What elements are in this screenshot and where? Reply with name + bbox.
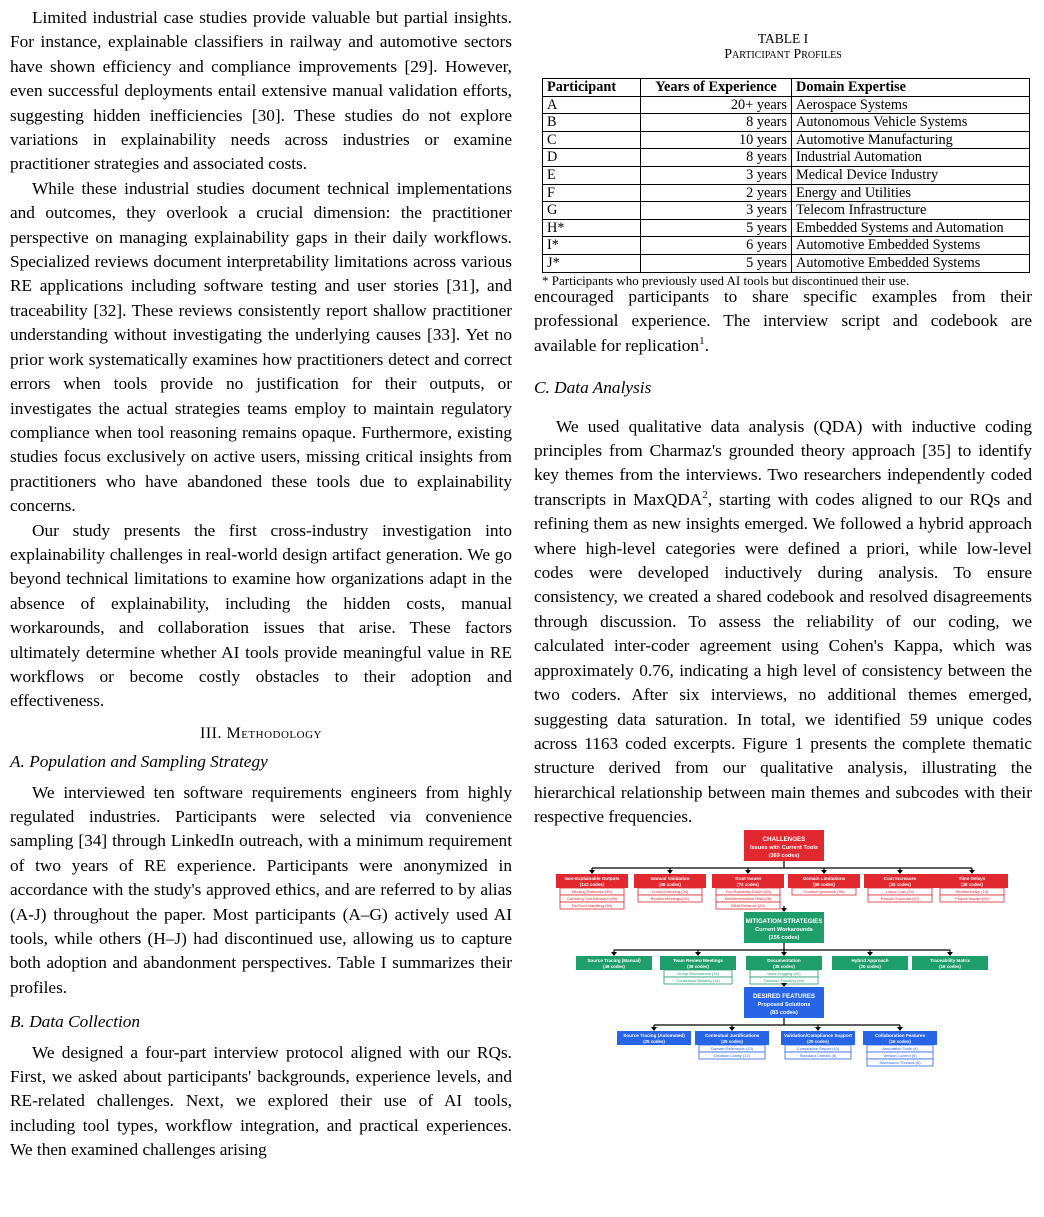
subcode-label: Blind Reliance (20) [731,903,765,909]
table-cell: 6 years [641,237,792,255]
paragraph [534,285,1032,358]
table-row [543,166,1030,184]
subcode-label: Issue Logging (20) [767,971,801,977]
table-row [543,202,1030,220]
arrow-head [729,1027,735,1031]
subcode-label: No Error Handling (48) [571,903,613,909]
mitigation-item-title: Traceability Matrix [929,958,971,963]
subsection-heading: A. Population and Sampling Strategy [10,752,268,772]
subcode-label: Review Meetings (31) [650,896,690,902]
mitigation-item-count: (38 codes) [773,964,795,969]
features-box-subtitle: Proposed Solutions [757,1002,811,1008]
subcode-label: Decision Tracking (18) [764,978,804,984]
paragraph-text: We used qualitative data analysis (QDA) with inductive coding principles from Charmaz's grounded theory approach [35] to identify key themes from the interviews. Two researchers independently coded transcripts in MaxQDA [534,416,1032,509]
table-cell: 8 years [641,149,792,167]
column-header: Years of Experience [641,79,792,97]
table-cell: 3 years [641,202,792,220]
table-row [543,237,1030,255]
challenges-box-subtitle: Issues with Current Tools [750,845,818,851]
subsection-heading: C. Data Analysis [534,378,652,398]
arrow-head [611,952,617,956]
paragraph [534,415,1032,830]
mitigation-box-subtitle: Current Workarounds [755,927,813,933]
feature-item-title: Collaboration Features [874,1033,926,1038]
arrow-head [821,870,827,874]
mitigation-item-title: Hybrid Approach [851,958,889,963]
arrow-head [969,870,975,874]
arrow-head [867,952,873,956]
challenge-item-title: Cost Increases [883,876,917,881]
paragraph: We interviewed ten software requirements engineers from highly regulated industries. Participants were selected via convenience sampling [34] through LinkedIn outreach, with a minimum requirement of two years of RE experience. Participants were anonymized in accordance with the study's approved ethics, and are referred to by alias (A-J) throughout the paper. Most participants (A–G) actively used AI tools, while others (H–J) had discontinued use, allowing us to capture both adoption and abandonment perspectives. Table I summarizes their profiles. [10,782,512,997]
features-box-count: (83 codes) [770,1010,798,1016]
table-row [543,96,1030,114]
paragraph-text: . [704,335,709,355]
subsection-heading: B. Data Collection [10,1012,141,1032]
table-cell: Telecom Infrastructure [792,202,1030,220]
subcode-label: Review Delay (14) [955,889,989,895]
footnote-mark: 1 [699,335,705,348]
paragraph: Our study presents the first cross-industry investigation into explainability challenges in real-world design artifact generation. We go beyond technical limitations to examine how organizations adapt in the absence of explainability, including the hidden costs, manual workarounds, and collaboration issues that arise. These factors ultimately determine whether AI tools provide meaningful value in RE workflows or become costly obstacles to their adoption and effectiveness. [10,520,512,711]
challenge-item-title: Non-Explainable Outputs [564,876,620,881]
subcode-label: Missing Rationale (48) [572,889,612,895]
feature-item-title: Source Tracing (Automated) [623,1033,685,1038]
challenges-box-count: (369 codes) [768,853,800,859]
table-row [543,114,1030,132]
section-heading: III. Methodology [200,724,322,742]
table-row [543,149,1030,167]
column-header: Domain Expertise [792,79,1030,97]
subcode-label: Context Ignorance (58) [803,889,845,895]
challenge-item-count: (74 codes) [737,882,759,887]
paragraph: We designed a four-part interview protocol aligned with our RQs. First, we asked about participants' backgrounds, experience levels, and RE-related challenges. Next, we explored their use of AI tools, including tool types, workflow integration, and practical experiences. We then examined challenges arising [10,1042,512,1160]
table-cell: D [543,149,641,167]
subcode-label: Group Discussions (24) [677,971,719,977]
arrow-head [781,952,787,956]
subcode-label: Version Control (6) [883,1053,917,1059]
participant-table [542,78,1030,273]
left-column [10,6,512,1163]
table-title: Participant Profiles [724,47,842,62]
table-cell: 20+ years [641,96,792,114]
mitigation-item-count: (46 codes) [603,964,625,969]
mitigation-item-count: (16 codes) [939,964,961,969]
table-cell: 5 years [641,219,792,237]
table-cell: H* [543,219,641,237]
table-row [543,219,1030,237]
table-body [543,96,1030,272]
arrow-head [947,952,953,956]
subcode-label: Misinterpretation Risk (26) [724,896,772,902]
subcode-label: Domain Relevance (13) [710,1046,754,1052]
challenge-item-title: Time Delays [958,876,986,881]
challenge-item-count: (65 codes) [659,882,681,887]
subcode-label: Consensus Building (14) [676,978,720,984]
table-cell: Embedded Systems and Automation [792,219,1030,237]
paragraph: While these industrial studies document technical implementations and outcomes, they overlook a crucial dimension: the practitioner perspective on managing explainability gaps in their daily workflows. Specialized reviews document interpretability limitations across various RE applications including software testing and user stories [31], and traceability [32]. These reviews consistently report shallow practitioner understanding without investigating the underlying causes [33]. Yet no prior work systematically examines how practitioners detect and correct errors when tools provide no justification for their outputs, or investigates the actual strategies teams employ to maintain regulatory compliance when tool reasoning remains opaque. Furthermore, existing studies focus exclusively on active users, missing critical insights from practitioners who have abandoned these tools due to explainability concerns. [10,178,512,516]
subcode-label: Guessing Tool Behavior (46) [566,896,618,902]
table-header-row [543,79,1030,97]
table-cell: A [543,96,641,114]
arrow-head [589,870,595,874]
arrow-head [897,870,903,874]
table-cell: 10 years [641,131,792,149]
paragraph-text: encouraged participants to share specific examples from their professional experience. The interview script and codebook are available for replication [534,287,1032,355]
table-footnote: * Participants who previously used AI tools but discontinued their use. [542,272,910,288]
feature-item-title: Validation/Compliance Support [784,1033,852,1038]
mitigation-item-count: (20 codes) [859,964,881,969]
table-row [543,254,1030,272]
mitigation-item-title: Source Tracing (Manual) [587,958,641,963]
mitigation-item-title: Team Review Meetings [673,958,723,963]
table-cell: F [543,184,641,202]
table-cell: Automotive Manufacturing [792,131,1030,149]
challenge-item-title: Trust Issues [734,876,762,881]
table-cell: Aerospace Systems [792,96,1030,114]
subcode-label: Decision Clarity (12) [713,1053,751,1059]
arrow-head [781,983,787,987]
arrow-head [815,1027,821,1031]
challenge-item-count: (42 codes) [889,882,911,887]
table-cell: Autonomous Vehicle Systems [792,114,1030,132]
challenge-item-count: (142 codes) [579,882,605,887]
subcode-label: Project Impact (24) [955,896,989,902]
table-cell: 5 years [641,254,792,272]
subcode-label: Annotation Tools (4) [882,1046,918,1052]
feature-item-count: (25 codes) [643,1039,665,1044]
features-box-title: DESIRED FEATURES [752,993,816,1000]
challenges-box-title: CHALLENGES [762,836,806,843]
feature-item-title: Contextual Justifications [704,1033,760,1038]
footnote-mark: 2 [702,489,708,502]
paragraph-text: , starting with codes aligned to our RQs and refining them as new insights emerged. We followed a hybrid approach where high-level categories were defined a priori, while low-level codes were developed inductively during analysis. To ensure consistency, we created a shared codebook and resolved disagreements through discussion. To assess the reliability of our coding, we calculated inter-coder agreement using Cohen's Kappa, which was approximately 0.76, indicating a high level of consistency between the two coders. After six interviews, no additional themes emerged, suggesting data saturation. In total, we identified 59 unique codes across 1163 coded excerpts. Figure 1 presents the complete thematic structure derived from our qualitative analysis, illustrating the hierarchical relationship between main themes and subcodes with their respective frequencies. [534,489,1032,827]
table-cell: E [543,166,641,184]
arrow-head [667,870,673,874]
table-cell: J* [543,254,641,272]
subcode-label: Standard Checks (8) [799,1053,837,1059]
subcode-label: Cross-Checking (34) [651,889,689,895]
table-cell: Medical Device Industry [792,166,1030,184]
challenge-item-count: (38 codes) [961,882,983,887]
challenge-item-title: Domain Limitations [802,876,846,881]
table-label: TABLE I [757,31,809,46]
table-cell: B [543,114,641,132]
arrow-head [897,1027,903,1031]
table-cell: Industrial Automation [792,149,1030,167]
table-cell: Automotive Embedded Systems [792,237,1030,255]
table-cell: 3 years [641,166,792,184]
table-row [543,184,1030,202]
challenge-item-title: Manual Validation [650,876,690,881]
subcode-label: Discussion Threads (6) [879,1060,921,1066]
arrow-head [745,870,751,874]
table-cell: 2 years [641,184,792,202]
subcode-label: Rework Expense (17) [880,896,920,902]
table-cell: I* [543,237,641,255]
thematic-structure-figure [548,830,1020,1202]
subcode-label: Tool Reliability Doubt (28) [725,889,771,895]
table-row [543,131,1030,149]
table-cell: Automotive Embedded Systems [792,254,1030,272]
paragraph: Limited industrial case studies provide valuable but partial insights. For instance, explainable classifiers in railway and automotive sectors have shown efficiency and compliance improvements [29]. However, even successful deployments entail extensive manual validation efforts, suggesting hidden inefficiencies [30]. These studies do not explore variations in explainability needs across industries or examine practitioner strategies and associated costs. [10,8,512,174]
participant-table-block [534,8,1032,289]
table-cell: Energy and Utilities [792,184,1030,202]
subcode-label: Labor Cost (25) [886,889,914,895]
challenge-item-count: (58 codes) [813,882,835,887]
column-header: Participant [543,79,641,97]
subcode-label: Compliance Report (10) [796,1046,840,1052]
right-column [534,285,1032,830]
table-cell: 8 years [641,114,792,132]
feature-item-count: (16 codes) [889,1039,911,1044]
arrow-head [695,952,701,956]
mitigation-item-count: (38 codes) [687,964,709,969]
mitigation-box-count: (156 codes) [768,935,800,941]
thematic-diagram [548,830,1020,1202]
arrow-head [651,1027,657,1031]
feature-item-count: (25 codes) [721,1039,743,1044]
mitigation-box-title: MITIGATION STRATEGIES [745,918,823,925]
feature-item-count: (20 codes) [807,1039,829,1044]
arrow-head [781,908,787,912]
table-cell: G [543,202,641,220]
mitigation-item-title: Documentation [767,958,801,963]
table-cell: C [543,131,641,149]
